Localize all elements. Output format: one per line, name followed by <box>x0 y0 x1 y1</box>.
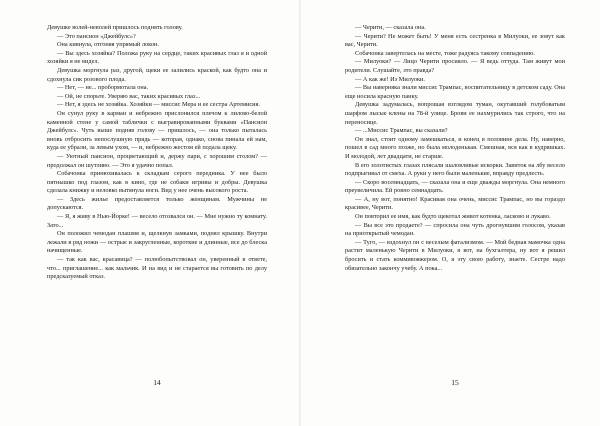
paragraph: — А, ну вот, понятно! Красивая она очень, миссис Трампас, но вы гораздо красивее, Черити. <box>345 195 565 212</box>
paragraph: — Я, я живу в Нью-Йорке! — весело отозвался он. — Мне нужно ту комнату. Зато... <box>47 213 267 229</box>
paragraph: — Нет, — не... пробормотала она. <box>57 84 149 92</box>
paragraph: — Ой, не спорьте. Уверяю вас, таких красивых глаз... <box>57 92 201 100</box>
paragraph: Собачонка завертелась на месте, тоже радуясь такому совпадению. <box>355 49 535 57</box>
paragraph: Девушка моргнула раз, другой, щеки ее залились краской, как будто она и сдохнула сик розового плода. <box>47 66 267 83</box>
paragraph: — Туго, — вздохнул он с веселым фатализмом. — Мой бедная мамочка одна растит маленькую Черити в Милуоки, я вот, на бухгалтера, ну вот я решил бросить и стать коммивояжером. О, я эту свою работу, знаете. Сестре надо обязательно закончу учебу. А пока... <box>345 238 565 272</box>
paragraph: — Скоро восемнадцать, — сказала она и еще дважды моргнула. Она немного преувеличила. Ей ровно семнадцать. <box>345 178 565 195</box>
paragraph: — А как же! Из Милуоки. <box>355 75 425 83</box>
paragraph: Он повторил ее имя, как будто щекотал живот котенка, ласково и лукаво. <box>355 213 551 221</box>
paragraph: — Здесь жилье предоставляется только женщинам. Мужчины не допускаются. <box>47 195 267 212</box>
paragraph: — Нет, я здесь не хозяйка. Хозяйки — миссис Мера и ее сестра Артемисия. <box>57 101 260 109</box>
paragraph: Девушка задумалась, вопрошая взглядом туман, окутавший голубоватым шарфом лысые клены на 78-й улице. Брови ее нахмурились так строго, что на переносице. <box>345 101 565 126</box>
left-page <box>0 0 299 426</box>
page-number: 14 <box>153 378 161 387</box>
paragraph: Он положил чемодан плашмя и, щелкнув замками, поднял крышку. Внутри лежали в ряд ножи — острые и закругленные, короткие и длинные, все до блеска начищенные. <box>47 230 267 255</box>
page-number: 15 <box>451 378 459 387</box>
paragraph: — Черити, — сказала она. <box>355 24 426 31</box>
right-page-text <box>345 24 565 273</box>
paragraph: В его золотистых глазах плясали шаловливые искорки. Завиток на лбу весело подпрыгивал от смеха. А руки у него были маленькие, вправду предлесть. <box>345 161 565 178</box>
left-page-text <box>47 24 267 282</box>
paragraph: Она кивнула, отгоняя упрямый локон. <box>57 41 159 49</box>
paragraph: Собачонка принюхивалась к складкам серого передника. У нее было пятнышко под глазом, как в кино, где не собаки игривы и добры. Девушка сделала книжку и неловко вытянула ноги. Вид у нее очень высокого роста. <box>47 170 267 195</box>
paragraph: — Уютный пансион, процветающий и, держу пари, с хорошим столом? — продолжал он шутливо. — Это я удачно попал. <box>47 152 267 169</box>
paragraph: — Вы все это продаете? — спросила она чуть дрогнувшим голосом, указав на приоткрытый чемодан. <box>345 221 565 238</box>
paragraph: Девушке волей-неволей пришлось поднять голову. <box>47 24 183 31</box>
paragraph: — так как вас, красавица? — полюбопытствовал он, уверенный в ответе, что... приглашение... как мальчик. И на вид и не старается вы готовить по делу предсказуемый отказ. <box>47 256 267 281</box>
paragraph: — ...Миссис Трампас, вы сказали? <box>355 127 448 135</box>
paragraph: Он знал, стоит одному замешкаться, и конец в половине дела. Ну, наверно, пошел в сад много позже, но была молоденькая. Смешная, вся как в кудряшках. И молодой, лет двадцати, не старше. <box>345 135 565 160</box>
paragraph: — Вы наверняка знали миссис Трампас, воспитательницу в детском саду. Она еще носила красную панку. <box>345 84 566 100</box>
paragraph: Он сунул руку в карман и небрежно прислонился плечом к лилово-белой каменной стене у самой таблички с выгравированными буквами «Пансион Джейбулс». Чуть выше подняв голову — пришлось, — она только пыталась вновь отбросить непослушную прядь — которая, однако, снова пинала ей нам, куда ее убрали, за левым ухом, — и, небрежно жестом ей подала щеку. <box>47 109 267 152</box>
right-page <box>301 0 600 426</box>
paragraph: — Милуоки? — Лицо Черити просияло. — Я ведь оттуда. Там живут мои родители. Слушайте, это правда? <box>345 58 565 74</box>
paragraph: — Вы здесь хозяйка? Положа руку на сердце, таких красивых глаз я и одной хозяйки я не видел. <box>47 49 267 66</box>
paragraph: — Черити? Не может быть! У меня есть сестренка в Милуоки, ее зовут как вас, Черити. <box>345 32 565 49</box>
paragraph: — Это пансион «Джейбулс»? <box>57 32 136 40</box>
